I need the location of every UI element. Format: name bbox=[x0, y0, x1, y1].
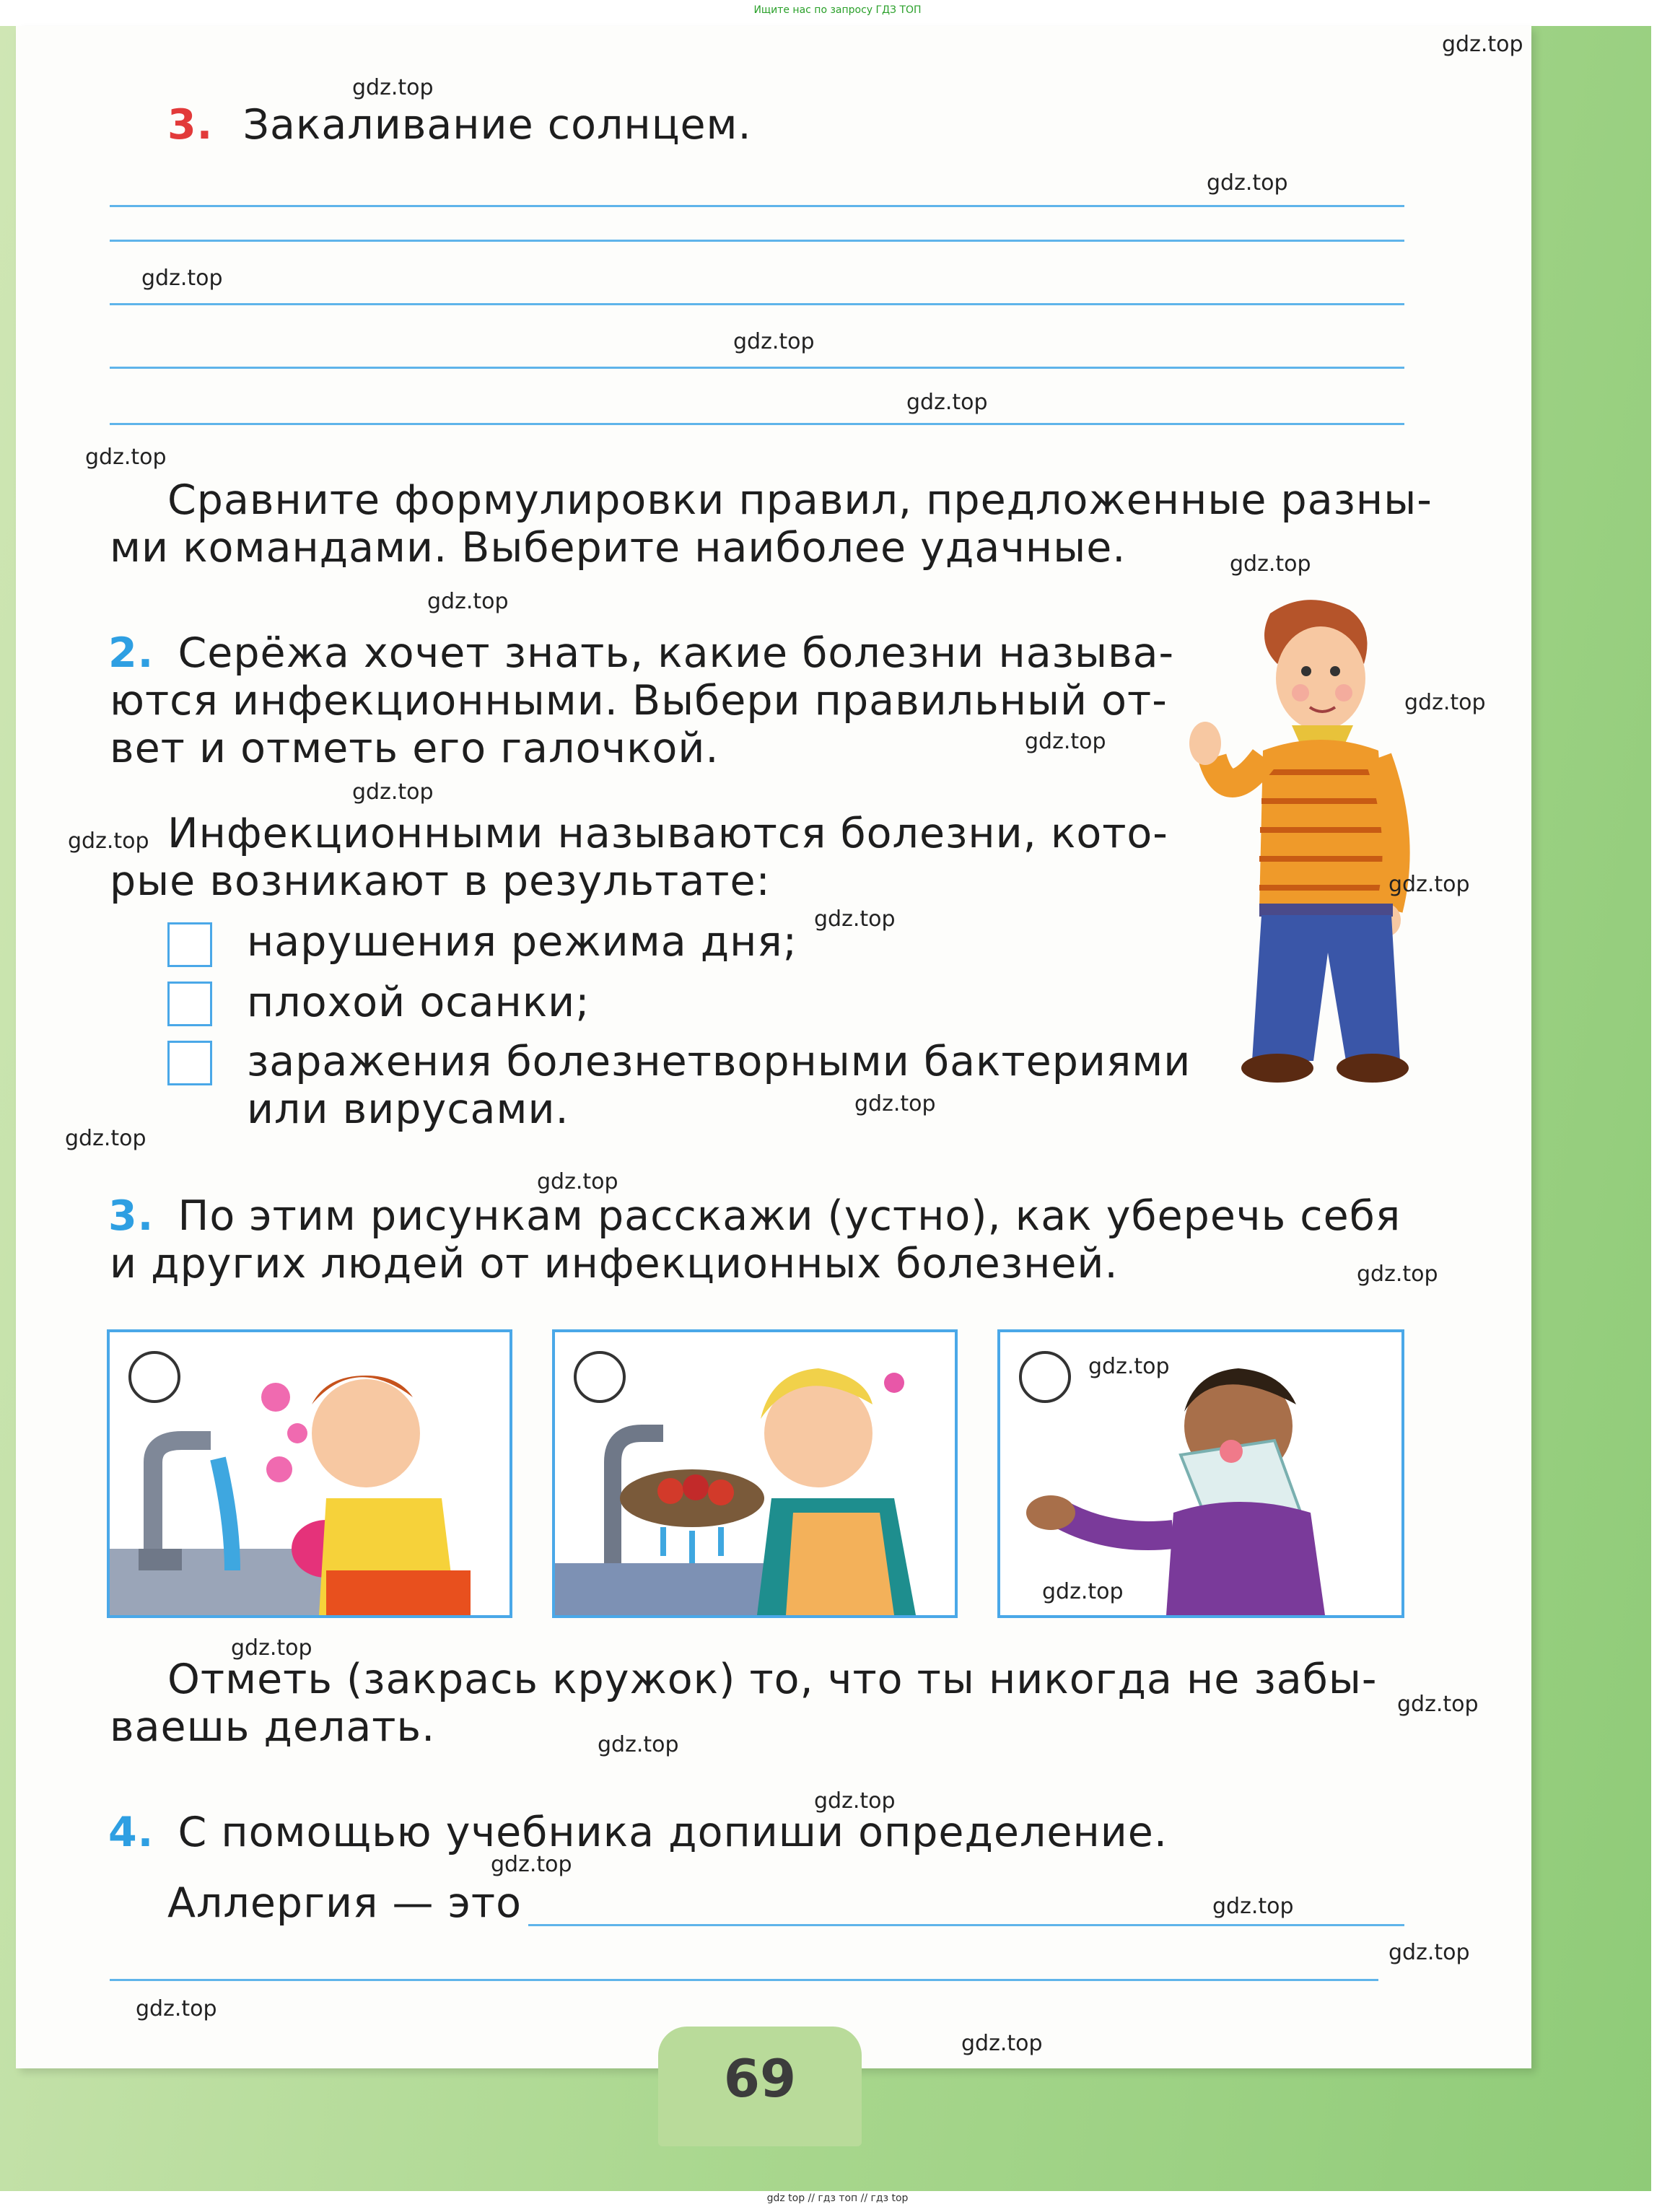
option-checkbox-3[interactable] bbox=[167, 1041, 212, 1085]
task2-text-1: Серёжа хочет знать, какие болезни называ- bbox=[178, 629, 1175, 677]
watermark: gdz.top bbox=[65, 1126, 146, 1151]
watermark: gdz.top bbox=[598, 1732, 679, 1757]
compare-text-line2: ми командами. Выберите наиболее удачные. bbox=[110, 524, 1127, 572]
picture-washing-hands bbox=[107, 1329, 512, 1618]
option-label-3-cont: или вирусами. bbox=[247, 1085, 569, 1133]
picture-handkerchief bbox=[997, 1329, 1404, 1618]
watermark: gdz.top bbox=[906, 390, 988, 415]
watermark: gdz.top bbox=[136, 1996, 217, 2021]
task2-number: 2. bbox=[108, 629, 154, 677]
answer-line-2[interactable] bbox=[110, 240, 1404, 242]
task2-line2: ются инфекционными. Выбери правильный от- bbox=[110, 677, 1168, 725]
answer-line-5[interactable] bbox=[110, 423, 1404, 425]
watermark: gdz.top bbox=[814, 906, 896, 932]
watermark: gdz.top bbox=[1025, 729, 1106, 754]
watermark: gdz.top bbox=[352, 779, 434, 805]
answer-line-4[interactable] bbox=[110, 367, 1404, 369]
watermark: gdz.top bbox=[1442, 32, 1523, 57]
watermark: gdz.top bbox=[68, 829, 149, 854]
watermark: gdz.top bbox=[733, 329, 815, 354]
watermark: gdz.top bbox=[1388, 872, 1470, 897]
mark-circle-1[interactable] bbox=[128, 1351, 180, 1403]
watermark: gdz.top bbox=[1207, 170, 1288, 196]
task2-intro-line2: рые возникают в результате: bbox=[110, 857, 771, 905]
task3-line2: и других людей от инфекционных болезней. bbox=[110, 1240, 1119, 1288]
option-label-3: заражения болезнетворными бактериями bbox=[247, 1038, 1191, 1085]
task3-text-1: По этим рисункам расскажи (устно), как уберечь себя bbox=[178, 1192, 1401, 1240]
watermark: gdz.top bbox=[1397, 1692, 1479, 1717]
watermark: gdz.top bbox=[1088, 1354, 1170, 1379]
watermark: gdz.top bbox=[1042, 1579, 1124, 1604]
answer-line-3[interactable] bbox=[110, 303, 1404, 305]
watermark: gdz.top bbox=[1404, 690, 1486, 715]
watermark: gdz.top bbox=[141, 266, 223, 291]
definition-answer-line-1[interactable] bbox=[528, 1924, 1404, 1926]
watermark: gdz.top bbox=[854, 1091, 936, 1116]
watermark: gdz.top bbox=[427, 589, 509, 614]
task4-number: 4. bbox=[108, 1809, 154, 1856]
watermark: gdz.top bbox=[961, 2031, 1043, 2056]
task4-text: С помощью учебника допиши определение. bbox=[178, 1809, 1168, 1856]
option-label-2: плохой осанки; bbox=[247, 979, 590, 1026]
watermark: gdz.top bbox=[537, 1169, 618, 1194]
option-checkbox-2[interactable] bbox=[167, 982, 212, 1026]
task3-after-line2: ваешь делать. bbox=[110, 1703, 436, 1751]
mark-circle-3[interactable] bbox=[1019, 1351, 1071, 1403]
task2-line1 bbox=[108, 629, 1174, 677]
watermark: gdz.top bbox=[1388, 1940, 1470, 1965]
definition-answer-line-2[interactable] bbox=[110, 1979, 1378, 1981]
compare-text-line1: Сравните формулировки правил, предложенные разны- bbox=[167, 476, 1433, 524]
header-note: Ищите нас по запросу ГДЗ ТОП bbox=[753, 4, 922, 16]
task2-line3: вет и отметь его галочкой. bbox=[110, 725, 720, 772]
watermark: gdz.top bbox=[85, 445, 167, 470]
page-number: 69 bbox=[723, 2048, 797, 2109]
picture-washing-vegetables bbox=[552, 1329, 958, 1618]
watermark: gdz.top bbox=[352, 75, 434, 100]
watermark: gdz.top bbox=[1212, 1894, 1294, 1919]
task3-after-line1: Отметь (закрась кружок) то, что ты никогда не забы- bbox=[167, 1656, 1378, 1703]
watermark: gdz.top bbox=[1357, 1262, 1438, 1287]
mark-circle-2[interactable] bbox=[574, 1351, 626, 1403]
watermark: gdz.top bbox=[231, 1635, 312, 1661]
section-top-title: Закаливание солнцем. bbox=[242, 101, 752, 149]
section-top-number: 3. bbox=[167, 101, 214, 149]
footer-note: gdz top // гдз топ // гдз top bbox=[766, 2193, 909, 2204]
watermark: gdz.top bbox=[814, 1788, 896, 1814]
task3-number: 3. bbox=[108, 1192, 154, 1240]
task4-line bbox=[108, 1809, 1168, 1856]
answer-line-1[interactable] bbox=[110, 205, 1404, 207]
option-label-1: нарушения режима дня; bbox=[247, 918, 797, 966]
option-checkbox-1[interactable] bbox=[167, 922, 212, 967]
boy-seryozha-illustration bbox=[1184, 592, 1422, 1090]
definition-label: Аллергия — это bbox=[167, 1879, 522, 1927]
watermark: gdz.top bbox=[491, 1852, 572, 1877]
task2-intro-line1: Инфекционными называются болезни, кото- bbox=[167, 810, 1168, 857]
section-top-heading bbox=[167, 101, 752, 149]
task3-line1 bbox=[108, 1192, 1401, 1240]
watermark: gdz.top bbox=[1230, 551, 1311, 577]
